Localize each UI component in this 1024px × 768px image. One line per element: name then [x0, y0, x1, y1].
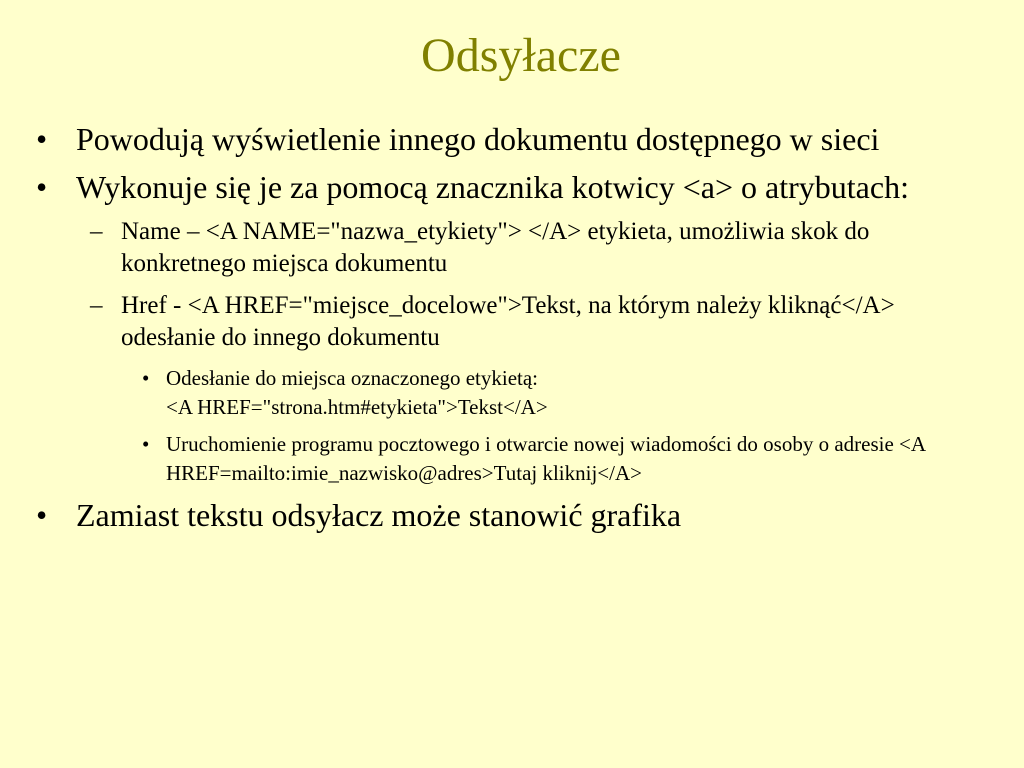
slide-body	[0, 120, 1024, 544]
bullet-dot-icon: •	[36, 121, 48, 157]
bullet-text: Powodują wyświetlenie innego dokumentu dostępnego w sieci	[76, 121, 880, 157]
bullet-item-2	[0, 168, 1024, 206]
sub-bullet-text: Href - <A HREF="miejsce_docelowe">Tekst, na którym należy kliknąć</A> odesłanie do innego dokumentu	[121, 292, 895, 351]
bullet-item-1	[0, 120, 1024, 158]
sub-sub-bullet-text: Uruchomienie programu pocztowego i otwarcie nowej wiadomości do osoby o adresie <A HREF=mailto:imie_nazwisko@adres>Tutaj kliknij</A>	[166, 432, 925, 485]
sub-sub-bullet-item-anchor	[0, 364, 1024, 422]
bullet-dot-icon: •	[142, 432, 150, 456]
slide-title: Odsyłacze	[421, 29, 621, 82]
dash-icon: –	[90, 292, 103, 319]
sub-sub-bullet-text-line2: <A HREF="strona.htm#etykieta">Tekst</A>	[166, 395, 548, 419]
bullet-dot-icon: •	[36, 497, 48, 533]
bullet-text: Zamiast tekstu odsyłacz może stanowić grafika	[76, 497, 682, 533]
sub-sub-bullet-item-mailto	[0, 430, 1024, 488]
sub-bullet-item-name	[0, 216, 1024, 280]
sub-bullet-item-href	[0, 290, 1024, 354]
sub-bullet-text: Name – <A NAME="nazwa_etykiety"> </A> etykieta, umożliwia skok do konkretnego miejsca dokumentu	[121, 218, 870, 277]
bullet-dot-icon: •	[142, 366, 150, 390]
bullet-dot-icon: •	[36, 169, 48, 205]
bullet-item-3	[0, 496, 1024, 534]
sub-sub-bullet-text-line1: Odesłanie do miejsca oznaczonego etykietą:	[166, 366, 539, 390]
dash-icon: –	[90, 218, 103, 245]
bullet-text: Wykonuje się je za pomocą znacznika kotwicy <a> o atrybutach:	[76, 169, 909, 205]
